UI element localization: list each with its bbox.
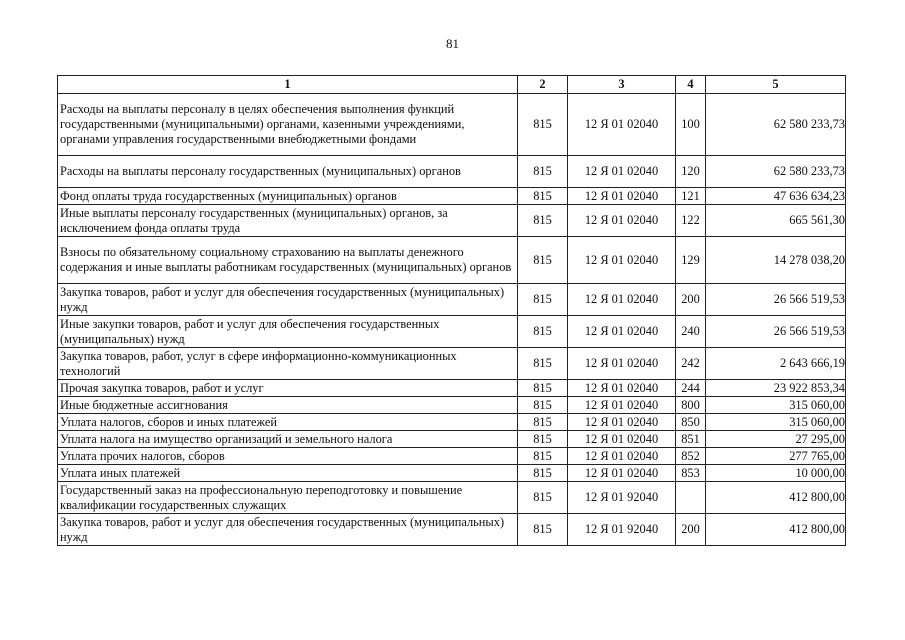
header-row xyxy=(58,76,846,94)
cell-amount: 27 295,00 xyxy=(706,431,846,448)
header-col-target: 3 xyxy=(568,76,676,94)
cell-name: Закупка товаров, работ, услуг в сфере информационно-коммуникационных технологий xyxy=(58,348,518,380)
table-row xyxy=(58,465,846,482)
cell-ministry-code: 815 xyxy=(518,237,568,284)
table-row xyxy=(58,482,846,514)
table-header xyxy=(58,76,846,94)
cell-target-code: 12 Я 01 02040 xyxy=(568,188,676,205)
cell-ministry-code: 815 xyxy=(518,514,568,546)
table-row xyxy=(58,205,846,237)
cell-ministry-code: 815 xyxy=(518,94,568,156)
table-row xyxy=(58,514,846,546)
cell-expense-type: 240 xyxy=(676,316,706,348)
table-row xyxy=(58,237,846,284)
cell-expense-type: 200 xyxy=(676,514,706,546)
cell-target-code: 12 Я 01 02040 xyxy=(568,94,676,156)
cell-amount: 665 561,30 xyxy=(706,205,846,237)
cell-target-code: 12 Я 01 02040 xyxy=(568,431,676,448)
cell-name: Закупка товаров, работ и услуг для обеспечения государственных (муниципальных) нужд xyxy=(58,514,518,546)
cell-amount: 47 636 634,23 xyxy=(706,188,846,205)
cell-expense-type: 200 xyxy=(676,284,706,316)
table-row xyxy=(58,284,846,316)
cell-expense-type xyxy=(676,482,706,514)
cell-ministry-code: 815 xyxy=(518,205,568,237)
table-row xyxy=(58,414,846,431)
cell-expense-type: 122 xyxy=(676,205,706,237)
cell-ministry-code: 815 xyxy=(518,414,568,431)
cell-expense-type: 850 xyxy=(676,414,706,431)
table-body xyxy=(58,94,846,546)
cell-amount: 23 922 853,34 xyxy=(706,380,846,397)
cell-ministry-code: 815 xyxy=(518,448,568,465)
cell-amount: 412 800,00 xyxy=(706,514,846,546)
cell-ministry-code: 815 xyxy=(518,316,568,348)
table-row xyxy=(58,188,846,205)
cell-name: Фонд оплаты труда государственных (муниципальных) органов xyxy=(58,188,518,205)
cell-expense-type: 100 xyxy=(676,94,706,156)
header-col-type: 4 xyxy=(676,76,706,94)
cell-amount: 62 580 233,73 xyxy=(706,94,846,156)
cell-name: Уплата налогов, сборов и иных платежей xyxy=(58,414,518,431)
cell-amount: 412 800,00 xyxy=(706,482,846,514)
cell-expense-type: 121 xyxy=(676,188,706,205)
cell-name: Уплата прочих налогов, сборов xyxy=(58,448,518,465)
cell-target-code: 12 Я 01 02040 xyxy=(568,316,676,348)
table-row xyxy=(58,397,846,414)
cell-expense-type: 800 xyxy=(676,397,706,414)
cell-target-code: 12 Я 01 92040 xyxy=(568,482,676,514)
cell-amount: 315 060,00 xyxy=(706,397,846,414)
cell-ministry-code: 815 xyxy=(518,188,568,205)
cell-ministry-code: 815 xyxy=(518,431,568,448)
cell-amount: 277 765,00 xyxy=(706,448,846,465)
cell-target-code: 12 Я 01 02040 xyxy=(568,237,676,284)
cell-target-code: 12 Я 01 02040 xyxy=(568,380,676,397)
header-col-amount: 5 xyxy=(706,76,846,94)
table-row xyxy=(58,431,846,448)
table-row xyxy=(58,156,846,188)
cell-name: Уплата налога на имущество организаций и земельного налога xyxy=(58,431,518,448)
cell-amount: 14 278 038,20 xyxy=(706,237,846,284)
cell-name: Уплата иных платежей xyxy=(58,465,518,482)
page-number: 81 xyxy=(446,36,459,51)
cell-target-code: 12 Я 01 92040 xyxy=(568,514,676,546)
header-col-ministry: 2 xyxy=(518,76,568,94)
cell-amount: 315 060,00 xyxy=(706,414,846,431)
cell-amount: 10 000,00 xyxy=(706,465,846,482)
cell-target-code: 12 Я 01 02040 xyxy=(568,397,676,414)
cell-ministry-code: 815 xyxy=(518,465,568,482)
cell-ministry-code: 815 xyxy=(518,397,568,414)
cell-expense-type: 244 xyxy=(676,380,706,397)
cell-name: Расходы на выплаты персоналу государственных (муниципальных) органов xyxy=(58,156,518,188)
cell-name: Закупка товаров, работ и услуг для обеспечения государственных (муниципальных) нужд xyxy=(58,284,518,316)
cell-name: Расходы на выплаты персоналу в целях обеспечения выполнения функций государственными (муниципальными) органами, казенными учреждениями, органами управления государственными внебюджетными фондами xyxy=(58,94,518,156)
cell-target-code: 12 Я 01 02040 xyxy=(568,205,676,237)
cell-expense-type: 242 xyxy=(676,348,706,380)
cell-name: Иные закупки товаров, работ и услуг для обеспечения государственных (муниципальных) нужд xyxy=(58,316,518,348)
cell-expense-type: 851 xyxy=(676,431,706,448)
table-row xyxy=(58,448,846,465)
cell-amount: 62 580 233,73 xyxy=(706,156,846,188)
cell-target-code: 12 Я 01 02040 xyxy=(568,465,676,482)
cell-expense-type: 129 xyxy=(676,237,706,284)
table-row xyxy=(58,380,846,397)
cell-amount: 2 643 666,19 xyxy=(706,348,846,380)
table-row xyxy=(58,94,846,156)
cell-amount: 26 566 519,53 xyxy=(706,284,846,316)
cell-name: Взносы по обязательному социальному страхованию на выплаты денежного содержания и иные выплаты работникам государственных (муниципальных) органов xyxy=(58,237,518,284)
cell-expense-type: 120 xyxy=(676,156,706,188)
cell-name: Прочая закупка товаров, работ и услуг xyxy=(58,380,518,397)
cell-expense-type: 853 xyxy=(676,465,706,482)
budget-table xyxy=(57,75,846,546)
cell-target-code: 12 Я 01 02040 xyxy=(568,156,676,188)
cell-name: Государственный заказ на профессиональную переподготовку и повышение квалификации государственных служащих xyxy=(58,482,518,514)
cell-target-code: 12 Я 01 02040 xyxy=(568,348,676,380)
cell-amount: 26 566 519,53 xyxy=(706,316,846,348)
cell-ministry-code: 815 xyxy=(518,482,568,514)
cell-target-code: 12 Я 01 02040 xyxy=(568,414,676,431)
header-col-name: 1 xyxy=(58,76,518,94)
cell-ministry-code: 815 xyxy=(518,380,568,397)
cell-target-code: 12 Я 01 02040 xyxy=(568,284,676,316)
cell-name: Иные бюджетные ассигнования xyxy=(58,397,518,414)
cell-name: Иные выплаты персоналу государственных (муниципальных) органов, за исключением фонда оплаты труда xyxy=(58,205,518,237)
cell-ministry-code: 815 xyxy=(518,156,568,188)
table-row xyxy=(58,348,846,380)
cell-target-code: 12 Я 01 02040 xyxy=(568,448,676,465)
cell-ministry-code: 815 xyxy=(518,348,568,380)
cell-ministry-code: 815 xyxy=(518,284,568,316)
cell-expense-type: 852 xyxy=(676,448,706,465)
table-row xyxy=(58,316,846,348)
